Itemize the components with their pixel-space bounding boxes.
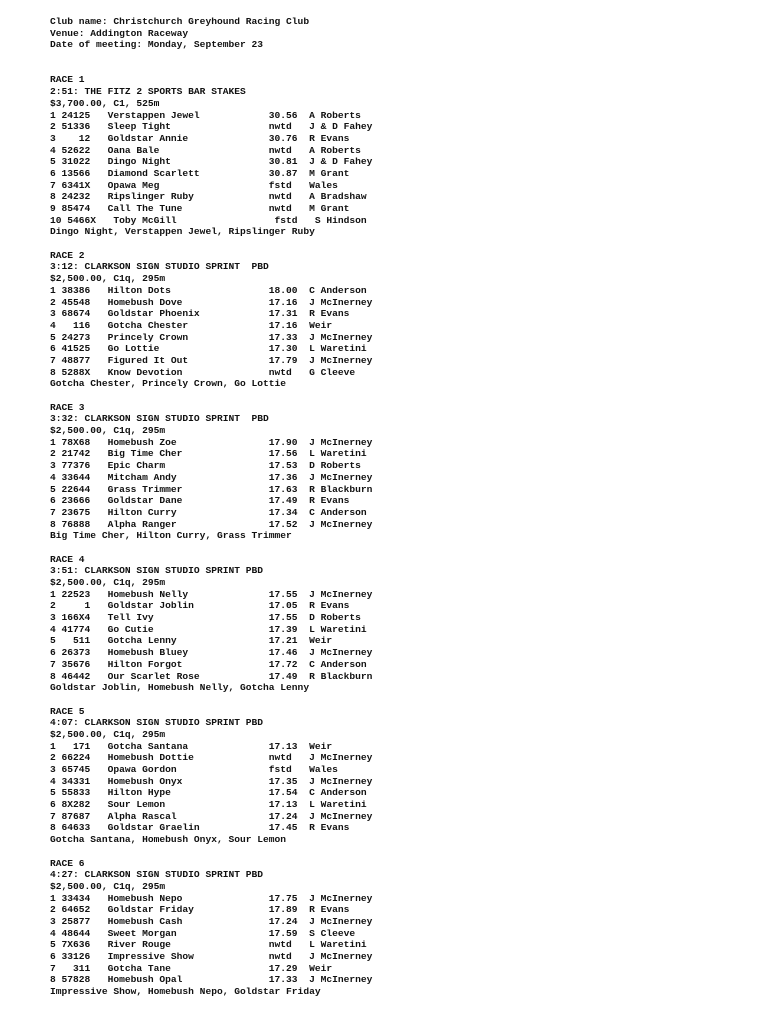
race-spacer: [50, 238, 372, 250]
runner-line: 6 26373 Homebush Bluey 17.46 J McInerney: [50, 647, 373, 659]
runner-line: 1 33434 Homebush Nepo 17.75 J McInerney: [50, 892, 373, 904]
runner-line: 7 6341X Opawa Meg fstd Wales: [50, 179, 338, 191]
runner-line: 2 21742 Big Time Cher 17.56 L Waretini: [50, 448, 367, 460]
race-summary: Impressive Show, Homebush Nepo, Goldstar Friday: [50, 986, 321, 998]
runner-line: 1 22523 Homebush Nelly 17.55 J McInerney: [50, 588, 373, 600]
runner-line: 4 48644 Sweet Morgan 17.59 S Cleeve: [50, 927, 356, 939]
runner-line: 5 511 Gotcha Lenny 17.21 Weir: [50, 635, 333, 647]
runner-line: 8 46442 Our Scarlet Rose 17.49 R Blackburn: [50, 670, 373, 682]
race-details: $2,500.00, C1q, 295m: [50, 273, 166, 285]
runner-line: 6 13566 Diamond Scarlett 30.87 M Grant: [50, 167, 350, 179]
race-event: 4:27: CLARKSON SIGN STUDIO SPRINT PBD: [50, 869, 264, 881]
runner-line: 8 24232 Ripslinger Ruby nwtd A Bradshaw: [50, 191, 367, 203]
runner-line: 3 166X4 Tell Ivy 17.55 D Roberts: [50, 612, 361, 624]
race-title: RACE 1: [50, 74, 85, 86]
runner-line: 4 52622 Oana Bale nwtd A Roberts: [50, 144, 361, 156]
runner-line: 7 87687 Alpha Rascal 17.24 J McInerney: [50, 810, 373, 822]
races-list: [50, 74, 372, 997]
runner-line: 4 116 Gotcha Chester 17.16 Weir: [50, 319, 333, 331]
runner-line: 2 1 Goldstar Joblin 17.05 R Evans: [50, 600, 350, 612]
runner-line: 4 34331 Homebush Onyx 17.35 J McInerney: [50, 775, 373, 787]
race-block: [50, 250, 372, 402]
header-spacer: [50, 51, 372, 74]
runner-line: 2 45548 Homebush Dove 17.16 J McInerney: [50, 296, 373, 308]
meeting-date-line: Date of meeting: Monday, September 23: [50, 39, 264, 51]
race-details: $3,700.00, C1, 525m: [50, 97, 160, 109]
runner-line: 4 33644 Mitcham Andy 17.36 J McInerney: [50, 471, 373, 483]
race-event: 3:32: CLARKSON SIGN STUDIO SPRINT PBD: [50, 413, 269, 425]
race-title: RACE 5: [50, 705, 85, 717]
runner-line: 6 41525 Go Lottie 17.30 L Waretini: [50, 343, 367, 355]
race-title: RACE 4: [50, 553, 85, 565]
race-summary: Gotcha Chester, Princely Crown, Go Lottie: [50, 378, 287, 390]
race-details: $2,500.00, C1q, 295m: [50, 425, 166, 437]
race-details: $2,500.00, C1q, 295m: [50, 880, 166, 892]
runner-line: 5 7X636 River Rouge nwtd L Waretini: [50, 939, 367, 951]
runner-line: 9 85474 Call The Tune nwtd M Grant: [50, 203, 350, 215]
race-spacer: [50, 390, 372, 402]
runner-line: 7 311 Gotcha Tane 17.29 Weir: [50, 962, 333, 974]
runner-line: 8 57828 Homebush Opal 17.33 J McInerney: [50, 974, 373, 986]
runner-line: 5 24273 Princely Crown 17.33 J McInerney: [50, 331, 373, 343]
race-spacer: [50, 846, 372, 858]
runner-line: 1 78X68 Homebush Zoe 17.90 J McInerney: [50, 436, 373, 448]
runner-line: 1 24125 Verstappen Jewel 30.56 A Roberts: [50, 109, 361, 121]
venue-line: Venue: Addington Raceway: [50, 27, 189, 39]
race-event: 4:07: CLARKSON SIGN STUDIO SPRINT PBD: [50, 717, 264, 729]
runner-line: 8 64633 Goldstar Graelin 17.45 R Evans: [50, 822, 350, 834]
race-title: RACE 3: [50, 401, 85, 413]
runner-line: 5 55833 Hilton Hype 17.54 C Anderson: [50, 787, 367, 799]
race-event: 3:12: CLARKSON SIGN STUDIO SPRINT PBD: [50, 261, 269, 273]
race-summary: Dingo Night, Verstappen Jewel, Ripslinger Ruby: [50, 226, 315, 238]
race-spacer: [50, 694, 372, 706]
race-block: [50, 858, 372, 998]
runner-line: 8 5288X Know Devotion nwtd G Cleeve: [50, 366, 356, 378]
race-details: $2,500.00, C1q, 295m: [50, 728, 166, 740]
runner-line: 6 33126 Impressive Show nwtd J McInerney: [50, 951, 373, 963]
runner-line: 3 65745 Opawa Gordon fstd Wales: [50, 764, 338, 776]
runner-line: 3 12 Goldstar Annie 30.76 R Evans: [50, 132, 350, 144]
runner-line: 8 76888 Alpha Ranger 17.52 J McInerney: [50, 518, 373, 530]
race-block: [50, 74, 372, 249]
race-event: 3:51: CLARKSON SIGN STUDIO SPRINT PBD: [50, 565, 264, 577]
race-summary: Big Time Cher, Hilton Curry, Grass Trimmer: [50, 530, 292, 542]
runner-line: 3 77376 Epic Charm 17.53 D Roberts: [50, 460, 361, 472]
race-title: RACE 2: [50, 249, 85, 261]
runner-line: 2 66224 Homebush Dottie nwtd J McInerney: [50, 752, 373, 764]
runner-line: 1 171 Gotcha Santana 17.13 Weir: [50, 740, 333, 752]
runner-line: 1 38386 Hilton Dots 18.00 C Anderson: [50, 284, 367, 296]
race-block: [50, 402, 372, 554]
runner-line: 7 48877 Figured It Out 17.79 J McInerney: [50, 354, 373, 366]
race-block: [50, 554, 372, 706]
club-name-line: Club name: Christchurch Greyhound Racing Club: [50, 16, 310, 27]
runner-line: 6 23666 Goldstar Dane 17.49 R Evans: [50, 495, 350, 507]
runner-line: 10 5466X Toby McGill fstd S Hindson: [50, 214, 367, 226]
race-spacer: [50, 542, 372, 554]
runner-line: 7 35676 Hilton Forgot 17.72 C Anderson: [50, 658, 367, 670]
runner-line: 6 8X282 Sour Lemon 17.13 L Waretini: [50, 799, 367, 811]
runner-line: 5 31022 Dingo Night 30.81 J & D Fahey: [50, 156, 373, 168]
race-block: [50, 706, 372, 858]
runner-line: 3 25877 Homebush Cash 17.24 J McInerney: [50, 915, 373, 927]
race-document: [50, 16, 372, 998]
runner-line: 2 51336 Sleep Tight nwtd J & D Fahey: [50, 121, 373, 133]
runner-line: 5 22644 Grass Trimmer 17.63 R Blackburn: [50, 483, 373, 495]
race-event: 2:51: THE FITZ 2 SPORTS BAR STAKES: [50, 86, 246, 98]
runner-line: 7 23675 Hilton Curry 17.34 C Anderson: [50, 506, 367, 518]
race-details: $2,500.00, C1q, 295m: [50, 577, 166, 589]
runner-line: 2 64652 Goldstar Friday 17.89 R Evans: [50, 904, 350, 916]
race-summary: Gotcha Santana, Homebush Onyx, Sour Lemon: [50, 834, 287, 846]
race-title: RACE 6: [50, 857, 85, 869]
runner-line: 4 41774 Go Cutie 17.39 L Waretini: [50, 623, 367, 635]
runner-line: 3 68674 Goldstar Phoenix 17.31 R Evans: [50, 308, 350, 320]
race-summary: Goldstar Joblin, Homebush Nelly, Gotcha Lenny: [50, 682, 310, 694]
